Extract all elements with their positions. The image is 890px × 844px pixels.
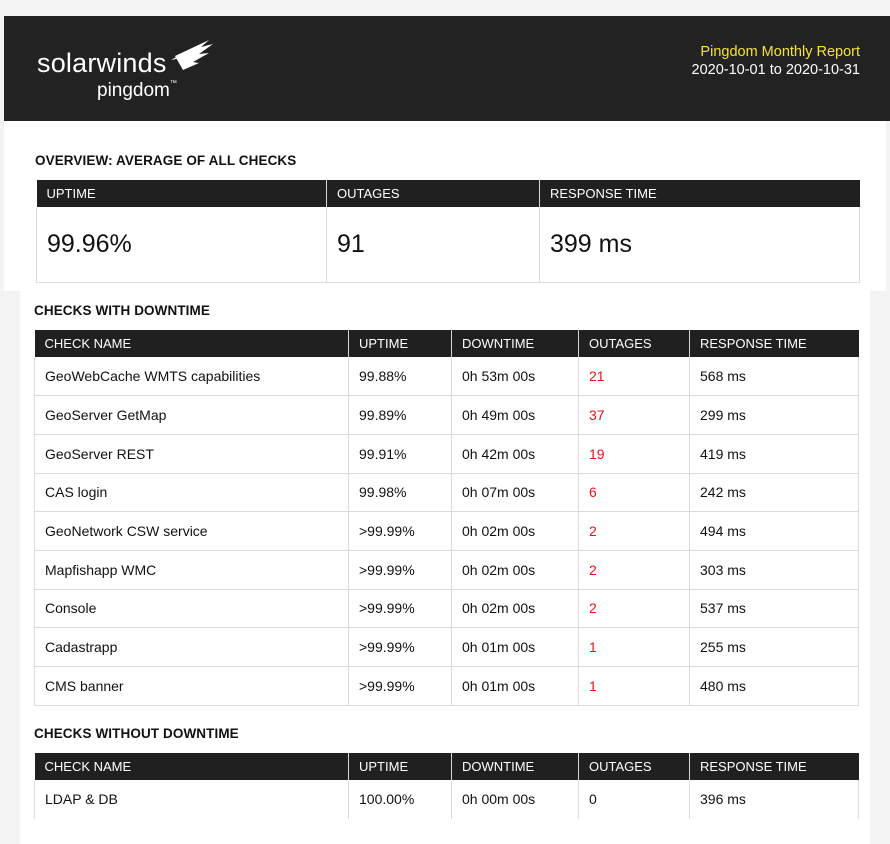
check-uptime: >99.99%: [349, 667, 452, 706]
check-name: GeoServer REST: [35, 434, 349, 473]
no-downtime-section-title: CHECKS WITHOUT DOWNTIME: [34, 726, 239, 741]
overview-values-row: [37, 207, 860, 282]
check-response-time: 419 ms: [690, 434, 859, 473]
downtime-section-title: CHECKS WITH DOWNTIME: [34, 303, 210, 318]
col-response-time: RESPONSE TIME: [690, 753, 859, 780]
report-date-range: 2020-10-01 to 2020-10-31: [691, 62, 860, 78]
downtime-header-row: [35, 330, 859, 357]
check-downtime: 0h 53m 00s: [452, 357, 579, 396]
col-downtime: DOWNTIME: [452, 753, 579, 780]
report-title: Pingdom Monthly Report: [700, 44, 860, 60]
check-name: CAS login: [35, 473, 349, 512]
col-uptime: UPTIME: [349, 753, 452, 780]
table-row: [35, 628, 859, 667]
overview-col-response-time: RESPONSE TIME: [540, 180, 860, 207]
overview-outages-value: 91: [327, 207, 540, 282]
check-response-time: 242 ms: [690, 473, 859, 512]
table-row: [35, 550, 859, 589]
overview-title: OVERVIEW: AVERAGE OF ALL CHECKS: [35, 153, 297, 168]
col-check-name: CHECK NAME: [35, 330, 349, 357]
check-downtime: 0h 01m 00s: [452, 667, 579, 706]
product-name: pingdom™: [97, 80, 177, 101]
table-row: [35, 473, 859, 512]
table-row: [35, 589, 859, 628]
overview-table: [36, 180, 860, 283]
check-uptime: >99.99%: [349, 550, 452, 589]
check-uptime: >99.99%: [349, 589, 452, 628]
check-name: GeoWebCache WMTS capabilities: [35, 357, 349, 396]
check-outages: 6: [579, 473, 690, 512]
check-response-time: 494 ms: [690, 512, 859, 551]
overview-col-outages: OUTAGES: [327, 180, 540, 207]
check-name: Cadastrapp: [35, 628, 349, 667]
overview-header-row: [37, 180, 860, 207]
check-outages: 37: [579, 396, 690, 435]
col-response-time: RESPONSE TIME: [690, 330, 859, 357]
col-uptime: UPTIME: [349, 330, 452, 357]
solarwinds-bird-icon: [165, 38, 215, 74]
check-downtime: 0h 00m 00s: [452, 780, 579, 819]
check-outages: 2: [579, 512, 690, 551]
overview-col-uptime: UPTIME: [37, 180, 327, 207]
col-downtime: DOWNTIME: [452, 330, 579, 357]
no-downtime-header-row: [35, 753, 859, 780]
check-response-time: 299 ms: [690, 396, 859, 435]
check-outages: 21: [579, 357, 690, 396]
check-response-time: 303 ms: [690, 550, 859, 589]
overview-response-time-value: 399 ms: [540, 207, 860, 282]
report-header: [4, 16, 890, 121]
check-outages: 0: [579, 780, 690, 819]
check-name: GeoNetwork CSW service: [35, 512, 349, 551]
check-downtime: 0h 02m 00s: [452, 512, 579, 551]
check-outages: 19: [579, 434, 690, 473]
table-row: [35, 396, 859, 435]
check-downtime: 0h 01m 00s: [452, 628, 579, 667]
check-name: LDAP & DB: [35, 780, 349, 819]
brand-name: solarwinds: [37, 48, 167, 78]
check-uptime: >99.99%: [349, 512, 452, 551]
report-info: [640, 43, 860, 79]
check-response-time: 396 ms: [690, 780, 859, 819]
table-row: [35, 357, 859, 396]
col-outages: OUTAGES: [579, 753, 690, 780]
check-downtime: 0h 02m 00s: [452, 589, 579, 628]
check-name: CMS banner: [35, 667, 349, 706]
overview-uptime-value: 99.96%: [37, 207, 327, 282]
check-outages: 1: [579, 667, 690, 706]
check-response-time: 480 ms: [690, 667, 859, 706]
check-name: Console: [35, 589, 349, 628]
check-outages: 2: [579, 550, 690, 589]
check-uptime: 99.88%: [349, 357, 452, 396]
check-downtime: 0h 02m 00s: [452, 550, 579, 589]
check-uptime: >99.99%: [349, 628, 452, 667]
table-row: [35, 780, 859, 819]
table-row: [35, 434, 859, 473]
check-uptime: 99.89%: [349, 396, 452, 435]
check-outages: 1: [579, 628, 690, 667]
no-downtime-table: [34, 753, 859, 819]
check-downtime: 0h 42m 00s: [452, 434, 579, 473]
check-uptime: 99.98%: [349, 473, 452, 512]
product-name-text: pingdom: [97, 80, 170, 101]
check-name: Mapfishapp WMC: [35, 550, 349, 589]
check-response-time: 255 ms: [690, 628, 859, 667]
check-uptime: 99.91%: [349, 434, 452, 473]
table-row: [35, 512, 859, 551]
check-downtime: 0h 49m 00s: [452, 396, 579, 435]
check-response-time: 537 ms: [690, 589, 859, 628]
check-uptime: 100.00%: [349, 780, 452, 819]
check-name: GeoServer GetMap: [35, 396, 349, 435]
solarwinds-pingdom-logo: [37, 38, 237, 118]
check-response-time: 568 ms: [690, 357, 859, 396]
downtime-table: [34, 330, 859, 706]
table-row: [35, 667, 859, 706]
check-downtime: 0h 07m 00s: [452, 473, 579, 512]
col-check-name: CHECK NAME: [35, 753, 349, 780]
col-outages: OUTAGES: [579, 330, 690, 357]
check-outages: 2: [579, 589, 690, 628]
